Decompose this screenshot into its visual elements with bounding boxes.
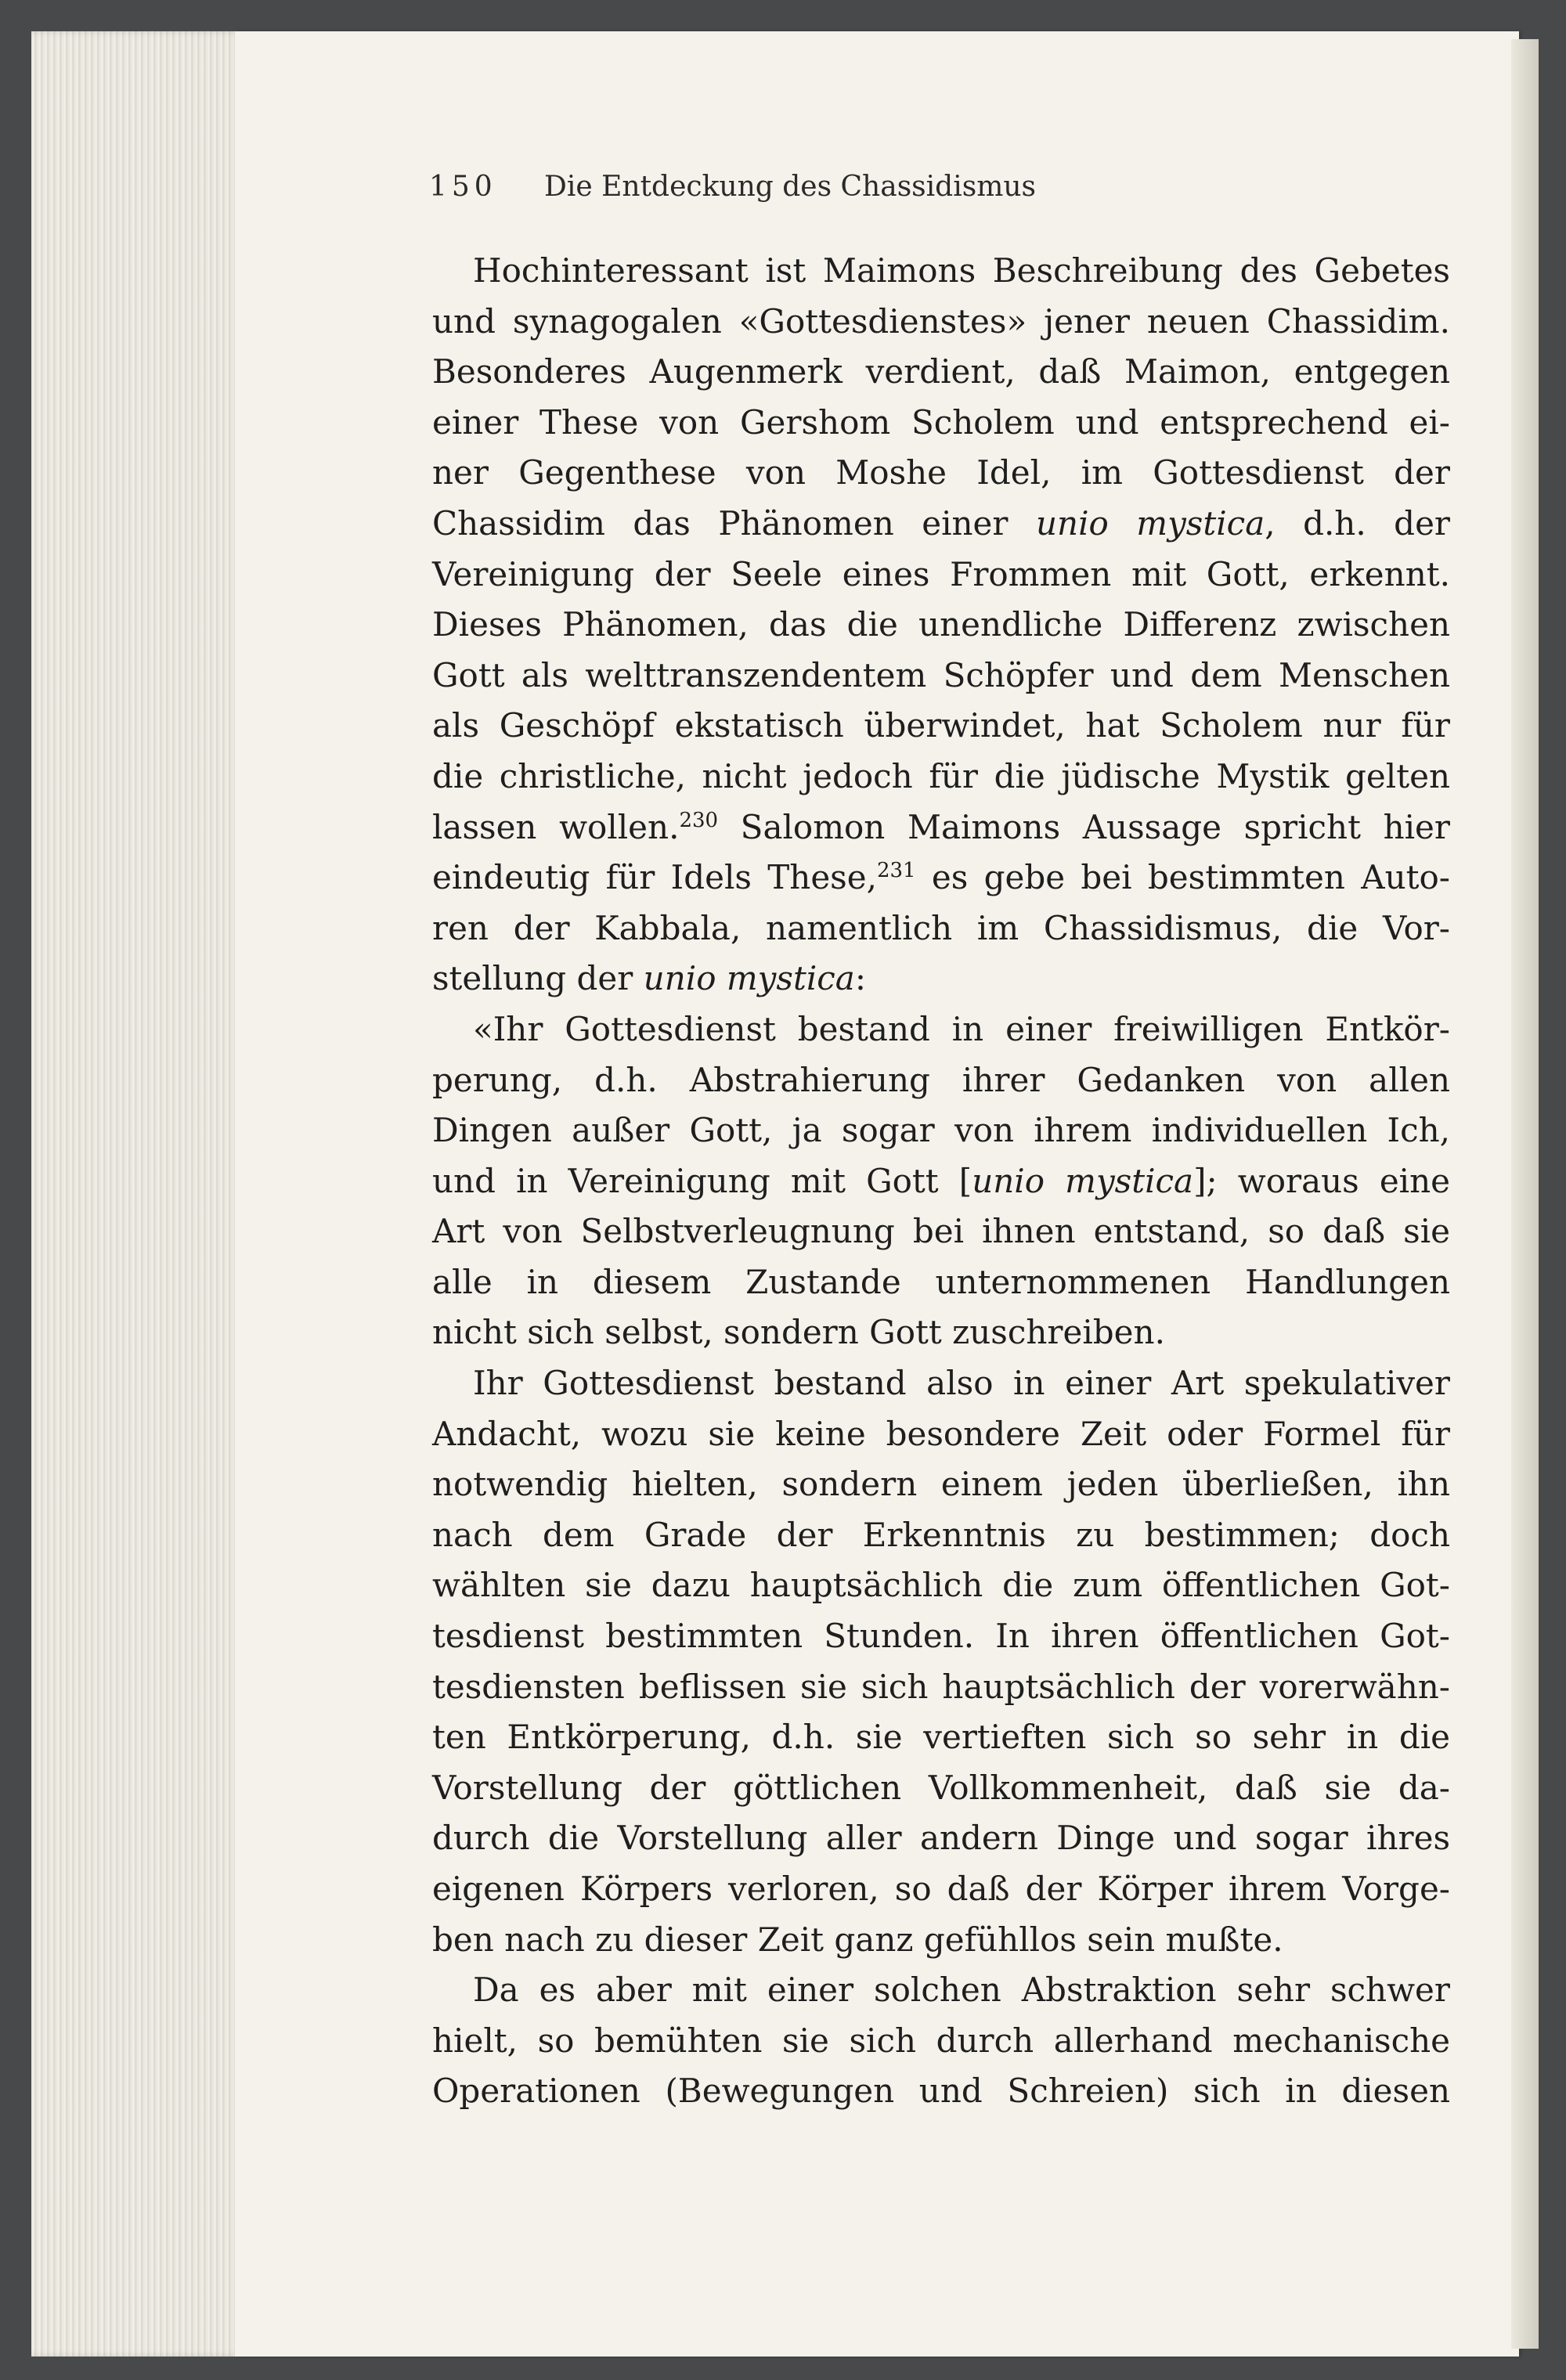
text-line: nach dem Grade der Erkenntnis zu bestimmen; doch [432,1515,1450,1554]
text-line: Dingen außer Gott, ja sogar von ihrem individuellen Ich, [432,1111,1450,1150]
text-line: Da es aber mit einer solchen Abstraktion sehr schwer [473,1971,1450,2010]
text-line: die christliche, nicht jedoch für die jüdische Mystik gelten [432,756,1450,795]
text-line: als Geschöpf ekstatisch überwindet, hat Scholem nur für [432,706,1450,745]
text-line: tesdiensten beflissen sie sich hauptsächlich der vorerwähn- [432,1667,1450,1706]
text-line: Besonderes Augenmerk verdient, daß Maimon, entgegen [432,352,1450,391]
text-line: «Ihr Gottesdienst bestand in einer freiwilligen Entkör- [473,1009,1450,1048]
text-line: und synagogalen «Gottesdienstes» jener neuen Chassidim. [432,301,1450,341]
text-line: lassen wollen.$^{230}$ Salomon Maimons Aussage spricht hier [432,807,1450,846]
text-line: nicht sich selbst, sondern Gott zuschreiben. [432,1313,1165,1352]
text-line: hielt, so bemühten sie sich durch allerhand mechanische [432,2021,1450,2060]
text-line: ner Gegenthese von Moshe Idel, im Gottesdienst der [432,453,1450,492]
italic-term: unio mystica [972,1161,1194,1200]
text-line: stellung der unio mystica: [432,959,866,998]
text-line: durch die Vorstellung aller andern Dinge und sogar ihres [432,1819,1450,1858]
footnote-ref-230: 230 [679,808,719,832]
text-line: Vorstellung der göttlichen Vollkommenheit, daß sie da- [432,1768,1450,1807]
text-line: wählten sie dazu hauptsächlich die zum öffentlichen Got- [432,1566,1450,1605]
running-title: Die Entdeckung des Chassidismus [544,171,1036,203]
text-line: Operationen (Bewegungen und Schreien) sich in diesen [432,2072,1450,2111]
text-line: Dieses Phänomen, das die unendliche Differenz zwischen [432,605,1450,644]
text-line: Andacht, wozu sie keine besondere Zeit oder Formel für [432,1414,1450,1453]
text-line: perung, d.h. Abstrahierung ihrer Gedanken von allen [432,1060,1450,1099]
text-line: einer These von Gershom Scholem und entsprechend ei- [432,402,1450,442]
book-right-edge [1511,39,1539,2349]
text-line: ten Entkörperung, d.h. sie vertieften sich so sehr in die [432,1718,1450,1757]
text-line: notwendig hielten, sondern einem jeden überließen, ihn [432,1465,1450,1504]
text-line: ren der Kabbala, namentlich im Chassidismus, die Vor- [432,908,1450,947]
text-line: Gott als welttranszendentem Schöpfer und dem Menschen [432,655,1450,694]
book-page-edges [31,31,243,2357]
text-line: tesdienst bestimmten Stunden. In ihren öffentlichen Got- [432,1617,1450,1656]
text-line: eindeutig für Idels These,$^{231}$ es gebe bei bestimmten Auto- [432,858,1450,897]
text-line: Ihr Gottesdienst bestand also in einer Art spekulativer [473,1364,1450,1403]
body-text [432,246,1450,2117]
italic-term: unio mystica [1035,503,1265,543]
text-line: Vereinigung der Seele eines Frommen mit Gott, erkennt. [432,554,1450,593]
text-line: Art von Selbstverleugnung bei ihnen entstand, so daß sie [432,1212,1450,1251]
italic-term: unio mystica [643,959,855,998]
footnote-ref-231: 231 [876,859,916,883]
running-header [429,171,1447,218]
text-line: eigenen Körpers verloren, so daß der Körper ihrem Vorge- [432,1870,1450,1908]
text-line: alle in diesem Zustande unternommenen Handlungen [432,1262,1450,1301]
page-number: 150 [429,171,497,203]
text-line: Hochinteressant ist Maimons Beschreibung des Gebetes [473,251,1450,290]
text-line: ben nach zu dieser Zeit ganz gefühllos sein mußte. [432,1920,1283,1959]
text-line: und in Vereinigung mit Gott [unio mystica]; woraus eine [432,1161,1451,1200]
text-line: Chassidim das Phänomen einer unio mystica, d.h. der [432,503,1450,543]
